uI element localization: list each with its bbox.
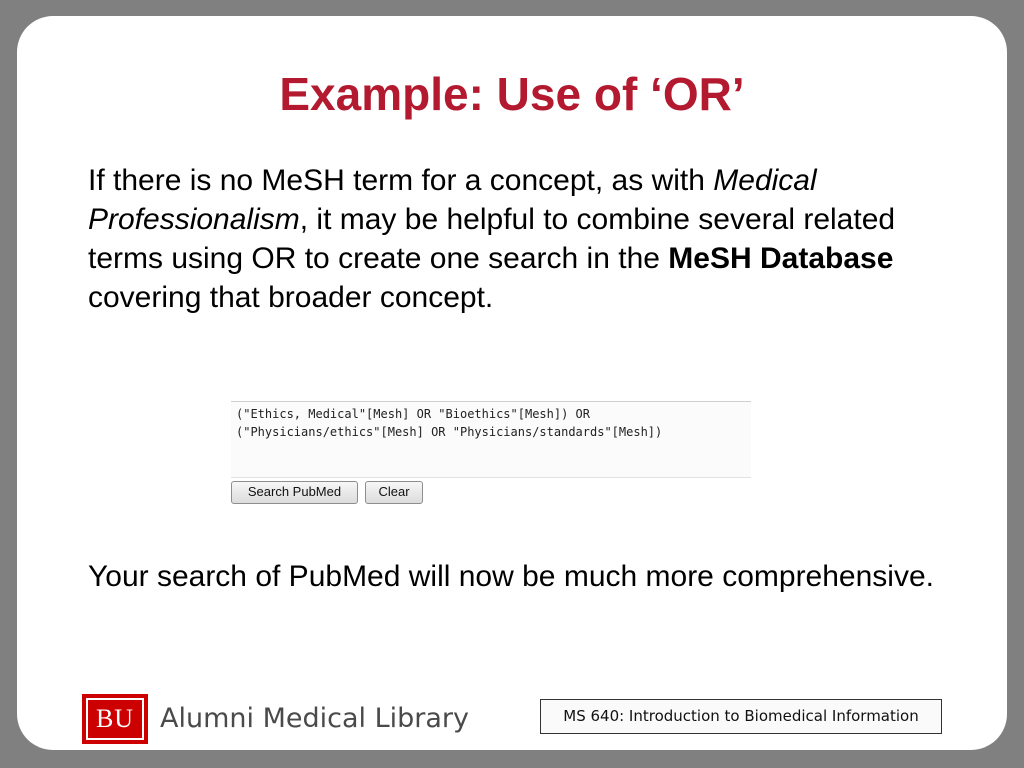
query-line-1: ("Ethics, Medical"[Mesh] OR "Bioethics"[Mesh]) OR bbox=[236, 407, 591, 421]
library-name: Alumni Medical Library bbox=[160, 703, 470, 734]
conclusion-paragraph: Your search of PubMed will now be much more comprehensive. bbox=[88, 560, 934, 593]
intro-paragraph bbox=[88, 161, 938, 317]
search-query-textarea[interactable] bbox=[231, 401, 751, 478]
intro-bold-term: MeSH Database bbox=[668, 242, 894, 275]
slide-card bbox=[17, 16, 1007, 750]
intro-text-middle: , it may be helpful to combine several related terms using OR to create one search in the bbox=[88, 203, 896, 275]
course-label: MS 640: Introduction to Biomedical Information bbox=[540, 699, 942, 734]
intro-text-before: If there is no MeSH term for a concept, as with bbox=[88, 164, 714, 197]
intro-text-after: covering that broader concept. bbox=[88, 281, 494, 314]
query-line-2: ("Physicians/ethics"[Mesh] OR "Physicians/standards"[Mesh]) bbox=[236, 425, 663, 439]
bu-logo-icon bbox=[82, 694, 148, 744]
clear-button[interactable]: Clear bbox=[365, 481, 423, 504]
intro-italic-term: Medical Professionalism bbox=[88, 164, 817, 236]
slide-title: Example: Use of ‘OR’ bbox=[279, 68, 745, 120]
bu-logo-mark-text: BU bbox=[86, 698, 144, 740]
search-pubmed-button[interactable]: Search PubMed bbox=[231, 481, 358, 504]
